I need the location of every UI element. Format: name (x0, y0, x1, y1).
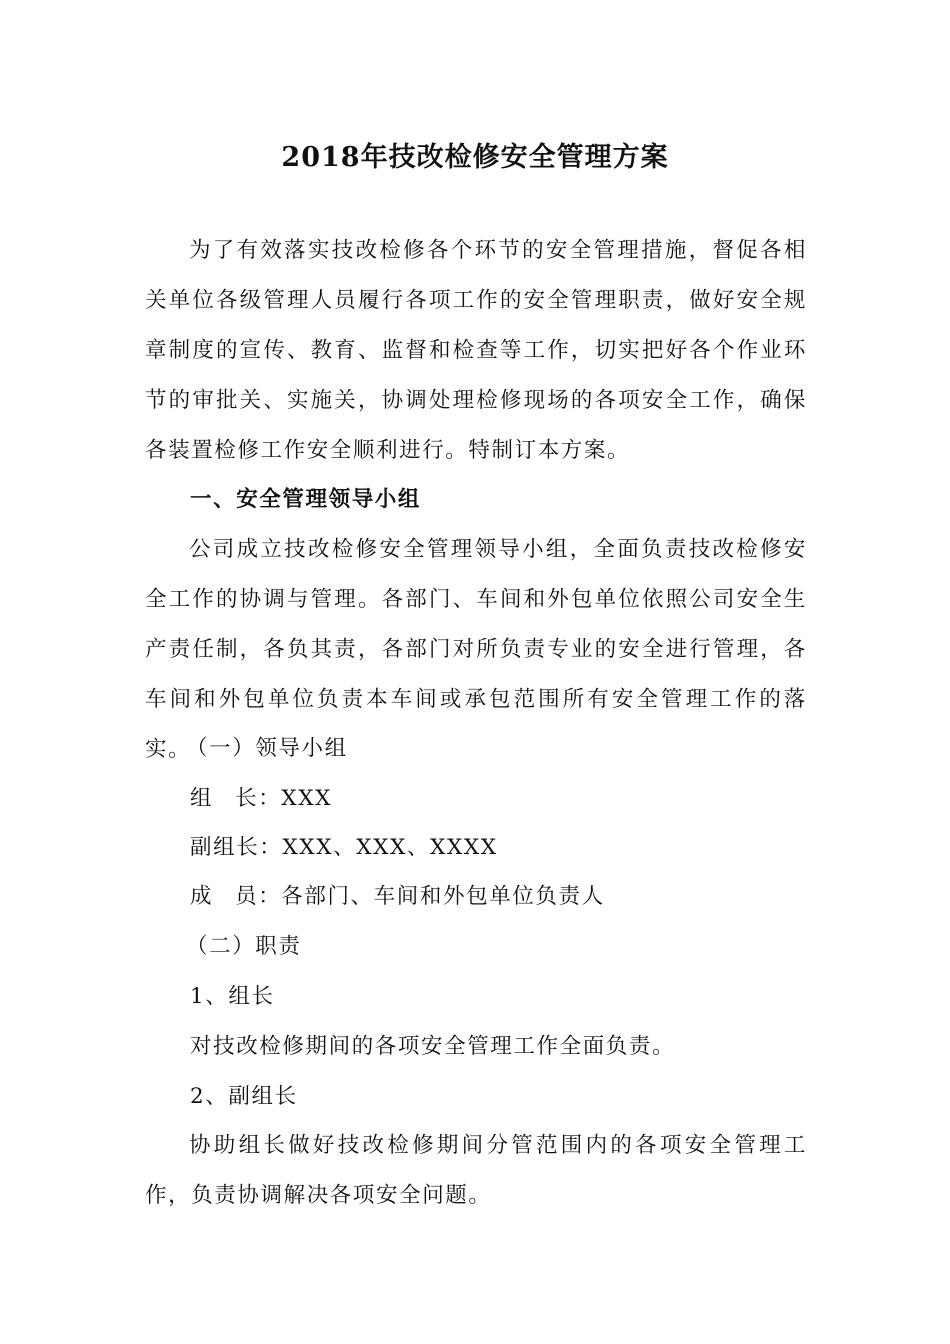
sub2-heading: （二）职责 (186, 934, 302, 959)
duty2-heading: 2、副组长 (190, 1084, 298, 1109)
section1-paragraph: 公司成立技改检修安全管理领导小组，全面负责技改检修安全工作的协调与管理。各部门、车间和外包单位依照公司安全生产责任制，各负其责，各部门对所负责专业的安全进行管理，各车间和外包单位负责本车间或承包范围所有安全管理工作的落实。 (145, 537, 807, 762)
leader-line (190, 784, 332, 814)
duty1-heading: 1、组长 (190, 984, 275, 1009)
duty2-paragraph: 协助组长做好技改检修期间分管范围内的各项安全管理工作，负责协调解决各项安全问题。 (145, 1133, 807, 1208)
member-label-rest: 员：各部门、车间和外包单位负责人 (235, 884, 605, 909)
sub1-heading: （一）领导小组 (186, 736, 348, 761)
member-line (190, 882, 605, 912)
deputy-line: 副组长：XXX、XXX、XXXX (190, 835, 498, 860)
leader-label-start: 组 (190, 786, 214, 811)
intro-paragraph: 为了有效落实技改检修各个环节的安全管理措施，督促各相关单位各级管理人员履行各项工作的安全管理职责，做好安全规章制度的宣传、教育、监督和检查等工作，切实把好各个作业环节的审批关、实施关，协调处理检修现场的各项安全工作，确保各装置检修工作安全顺利进行。特制订本方案。 (145, 238, 807, 463)
document-title: 2018年技改检修安全管理方案 (281, 142, 669, 173)
section1-heading: 一、安全管理领导小组 (190, 487, 422, 512)
member-label-start: 成 (190, 884, 214, 909)
duty1-text: 对技改检修期间的各项安全管理工作全面负责。 (190, 1034, 676, 1059)
leader-label-rest: 长：XXX (235, 786, 333, 811)
